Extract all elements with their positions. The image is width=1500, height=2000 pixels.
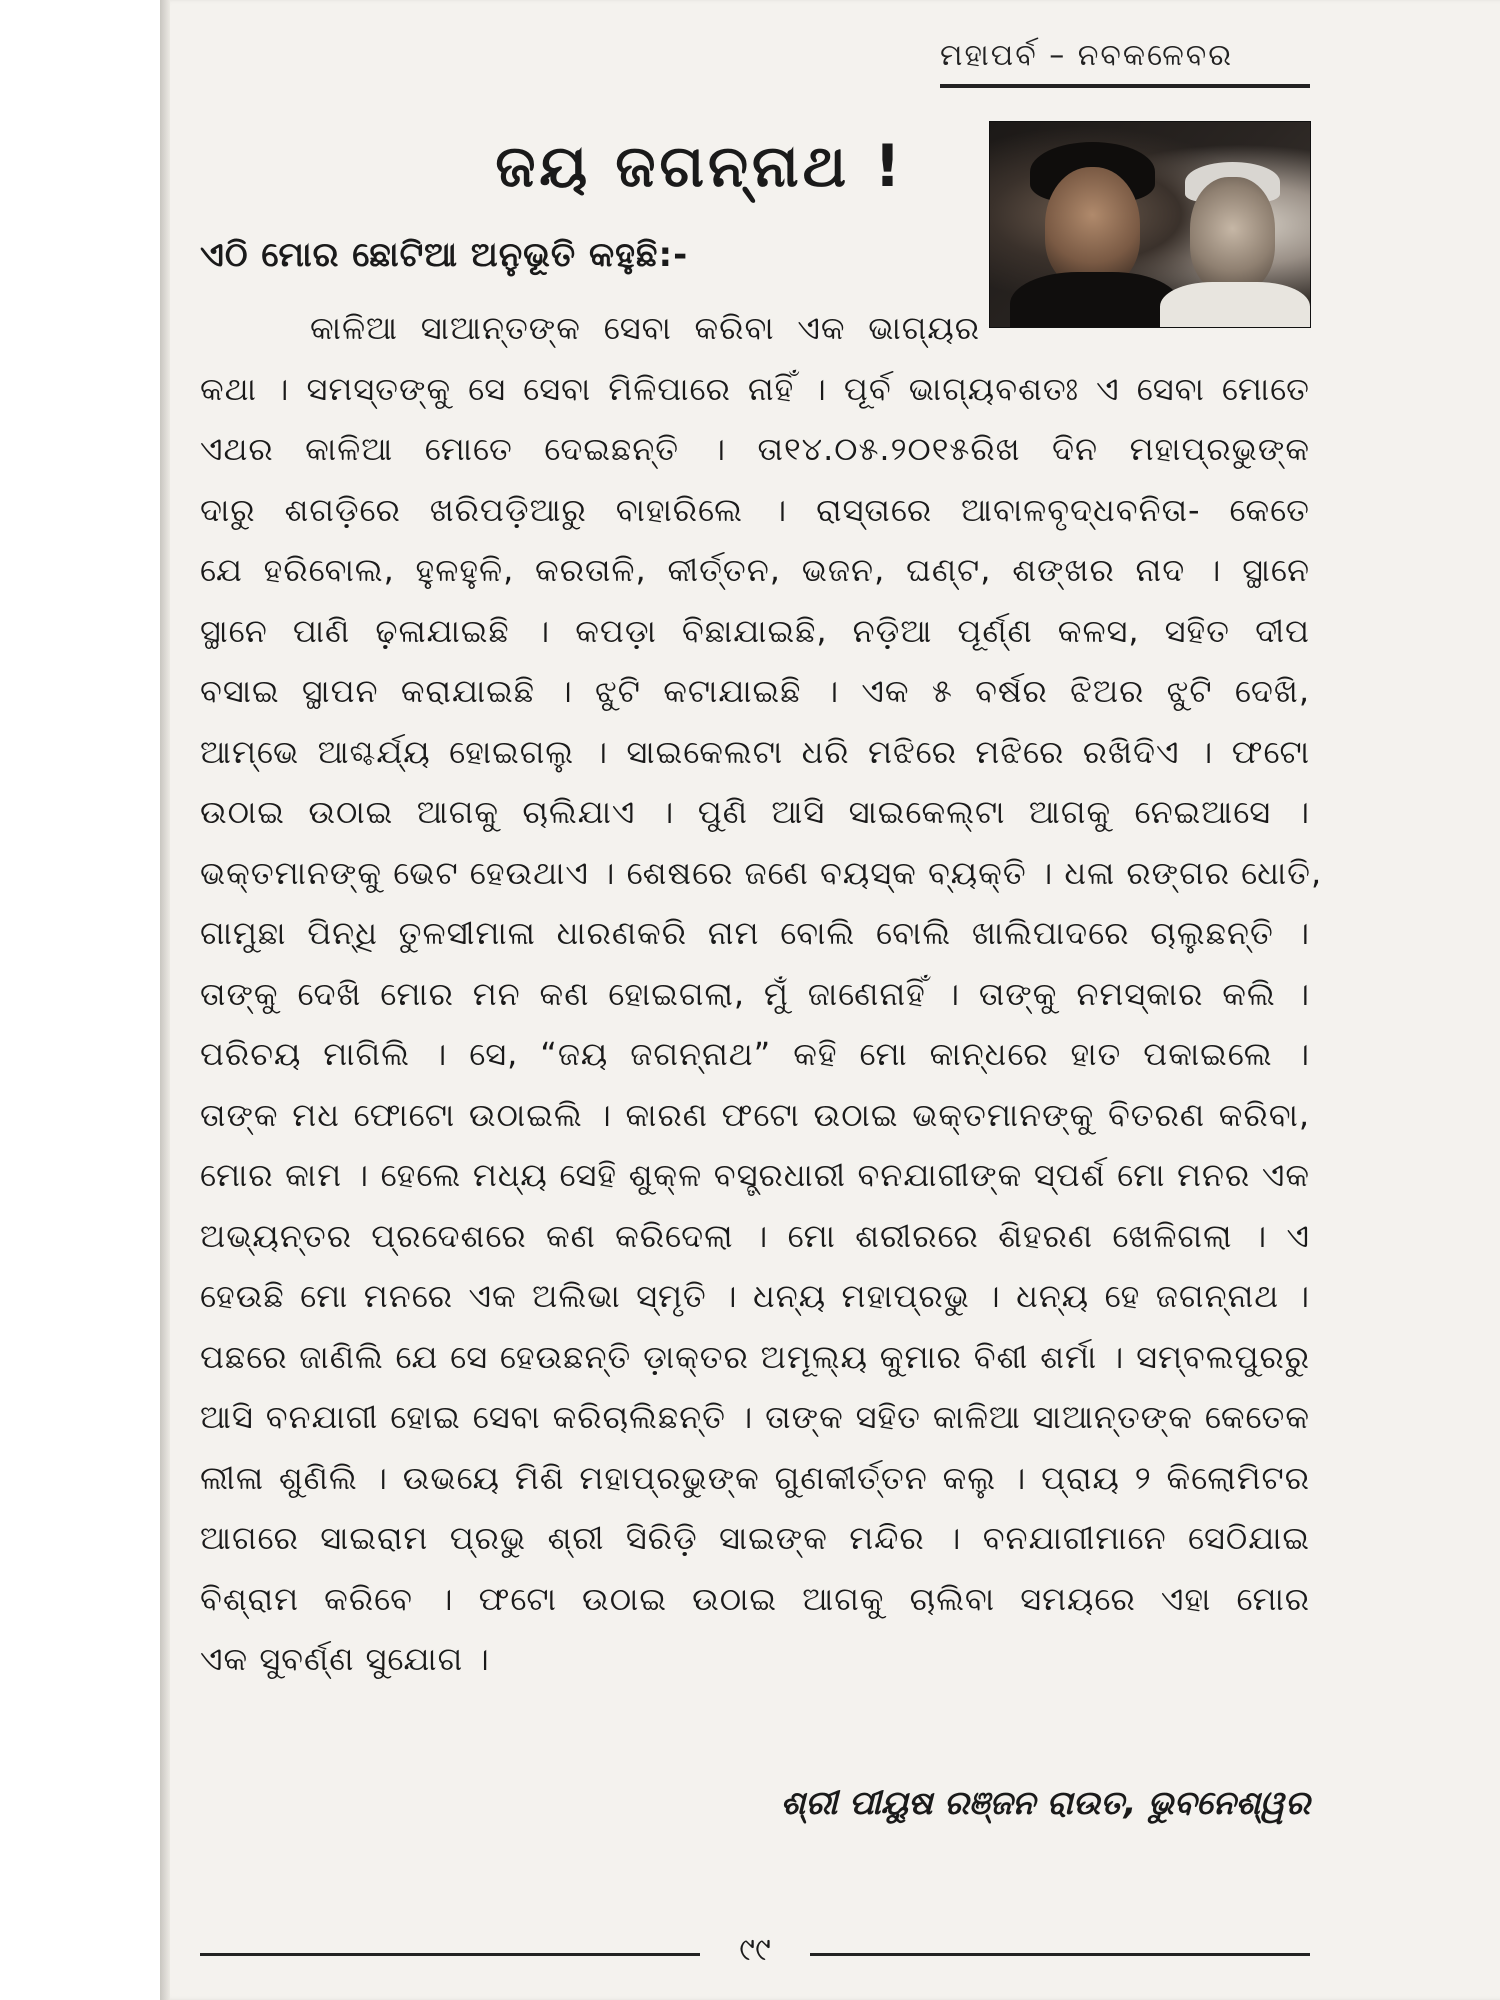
body-line: ପରିଚୟ ମାଗିଲି । ସେ, “ଜୟ ଜଗନ୍ନାଥ” କହି ମୋ କାନ୍ଧରେ ହାତ ପକାଇଲେ । [200,1035,1310,1073]
footer-rule-right [810,1953,1310,1956]
article-title: ଜୟ ଜଗନ୍ନାଥ ! [495,132,905,200]
body-line: ଗାମୁଛା ପିନ୍ଧି ତୁଳସୀମାଳା ଧାରଣକରି ନାମ ବୋଲି ବୋଲି ଖାଲିପାଦରେ ଚାଲୁଛନ୍ତି । [200,914,1310,952]
running-head: ମହାପର୍ବ – ନବକଳେବର [940,38,1233,73]
body-line: ଆଗରେ ସାଇରାମ ପ୍ରଭୁ ଶ୍ରୀ ସିରିଡ଼ି ସାଇଙ୍କ ମନ୍ଦିର । ବନଯାଗୀମାନେ ସେଠିଯାଇ [200,1519,1310,1557]
author-signature: ଶ୍ରୀ ପୀୟୁଷ ରଞ୍ଜନ ରାଉତ, ଭୁବନେଶ୍ୱର [780,1783,1310,1822]
body-line: ଭକ୍ତମାନଙ୍କୁ ଭେଟ ହେଉଥାଏ । ଶେଷରେ ଜଣେ ବୟସ୍କ ବ୍ୟକ୍ତି । ଧଳା ରଙ୍ଗର ଧୋତି, [200,853,1323,892]
body-line: ବସାଇ ସ୍ଥାପନ କରାଯାଇଛି । ଝୁଟି କଟାଯାଇଛି । ଏକ ୫ ବର୍ଷର ଝିଅର ଝୁଟି ଦେଖି, [200,672,1310,710]
body-line: ଉଠାଇ ଉଠାଇ ଆଗକୁ ଚାଲିଯାଏ । ପୁଣି ଆସି ସାଇକେଲ୍‌ଟା ଆଗକୁ ନେଇଆସେ । [200,793,1310,831]
page-number: ୯୯ [739,1930,771,1968]
body-line: ହେଉଛି ମୋ ମନରେ ଏକ ଅଲିଭା ସ୍ମୃତି । ଧନ୍ୟ ମହାପ୍ରଭୁ । ଧନ୍ୟ ହେ ଜଗନ୍ନାଥ । [200,1277,1310,1315]
running-head-rule [940,84,1310,88]
body-line: ତାଙ୍କ ମଧ ଫୋଟୋ ଉଠାଇଲି । କାରଣ ଫଟୋ ଉଠାଇ ଭକ୍ତମାନଙ୍କୁ ବିତରଣ କରିବା, [200,1095,1310,1134]
body-line: ଏକ ସୁବର୍ଣ୍ଣ ସୁଯୋଗ । [200,1640,490,1678]
body-line: ଏଥର କାଳିଆ ମୋତେ ଦେଇଛନ୍ତି । ତା୧୪.୦୫.୨୦୧୫ରିଖ ଦିନ ମହାପ୍ରଭୁଙ୍କ [200,430,1310,468]
body-line: କାଳିଆ ସାଆନ୍ତଙ୍କ ସେବା କରିବା ଏକ ଭାଗ୍ୟର [310,309,980,347]
photo-figure-left-face [1045,167,1140,287]
body-line: ମୋର କାମ । ହେଲେ ମଧ୍ୟ ସେହି ଶୁକ୍ଳ ବସ୍ତ୍ରଧାରୀ ବନଯାଗୀଙ୍କ ସ୍ପର୍ଶ ମୋ ମନର ଏକ [200,1156,1310,1194]
body-line: ଦାରୁ ଶଗଡ଼ିରେ ଖରିପଡ଼ିଆରୁ ବାହାରିଲେ । ରାସ୍ତାରେ ଆବାଳବୃଦ୍ଧବନିତା- କେତେ [200,490,1310,529]
article-intro: ଏଠି ମୋର ଛୋଟିଆ ଅନୁଭୂତି କହୁଛି:- [200,235,689,275]
body-line: ଆସି ବନଯାଗୀ ହୋଇ ସେବା କରିଚାଲିଛନ୍ତି । ତାଙ୍କ ସହିତ କାଳିଆ ସାଆନ୍ତଙ୍କ କେତେକ [200,1398,1310,1436]
footer-rule-left [200,1953,700,1956]
author-photo [989,121,1311,328]
article-body [200,298,1323,1690]
body-line: ଯେ ହରିବୋଲ, ହୁଳହୁଳି, କରତାଳି, କୀର୍ତ୍ତନ, ଭଜନ, ଘଣ୍ଟ, ଶଙ୍ଖର ନାଦ । ସ୍ଥାନେ [200,551,1310,589]
body-line: ଆମ୍ଭେ ଆଶ୍ଚର୍ଯ୍ୟ ହୋଇଗଲୁ । ସାଇକେଲଟା ଧରି ମଝିରେ ମଝିରେ ରଖିଦିଏ । ଫଟୋ [200,732,1310,771]
body-line: ସ୍ଥାନେ ପାଣି ଢ଼ଳାଯାଇଛି । କପଡ଼ା ବିଛାଯାଇଛି, ନଡ଼ିଆ ପୂର୍ଣ୍ଣ କଳସ, ସହିତ ଦୀପ [200,611,1310,650]
body-line: ତାଙ୍କୁ ଦେଖି ମୋର ମନ କଣ ହୋଇଗଲା, ମୁଁ ଜାଣେନାହିଁ । ତାଙ୍କୁ ନମସ୍କାର କଲି । [200,974,1310,1013]
body-line: ଅଭ୍ୟନ୍ତର ପ୍ରଦେଶରେ କଣ କରିଦେଲା । ମୋ ଶରୀରରେ ଶିହରଣ ଖେଳିଗଲା । ଏ [200,1216,1310,1255]
photo-figure-right-face [1190,177,1275,292]
body-line: ଲୀଳା ଶୁଣିଲି । ଉଭୟେ ମିଶି ମହାପ୍ରଭୁଙ୍କ ଗୁଣକୀର୍ତ୍ତନ କଲୁ । ପ୍ରାୟ ୨ କିଲୋମିଟର [200,1458,1310,1497]
body-line: କଥା । ସମସ୍ତଙ୍କୁ ସେ ସେବା ମିଳିପାରେ ନାହିଁ । ପୂର୍ବ ଭାଗ୍ୟବଶତଃ ଏ ସେବା ମୋତେ [200,369,1310,408]
body-line: ପଛରେ ଜାଣିଲି ଯେ ସେ ହେଉଛନ୍ତି ଡ଼ାକ୍ତର ଅମୂଲ୍ୟ କୁମାର ବିଶୀ ଶର୍ମା । ସମ୍ବଲପୁରରୁ [200,1337,1310,1376]
body-line: ବିଶ୍ରାମ କରିବେ । ଫଟୋ ଉଠାଇ ଉଠାଇ ଆଗକୁ ଚାଲିବା ସମୟରେ ଏହା ମୋର [200,1579,1310,1618]
